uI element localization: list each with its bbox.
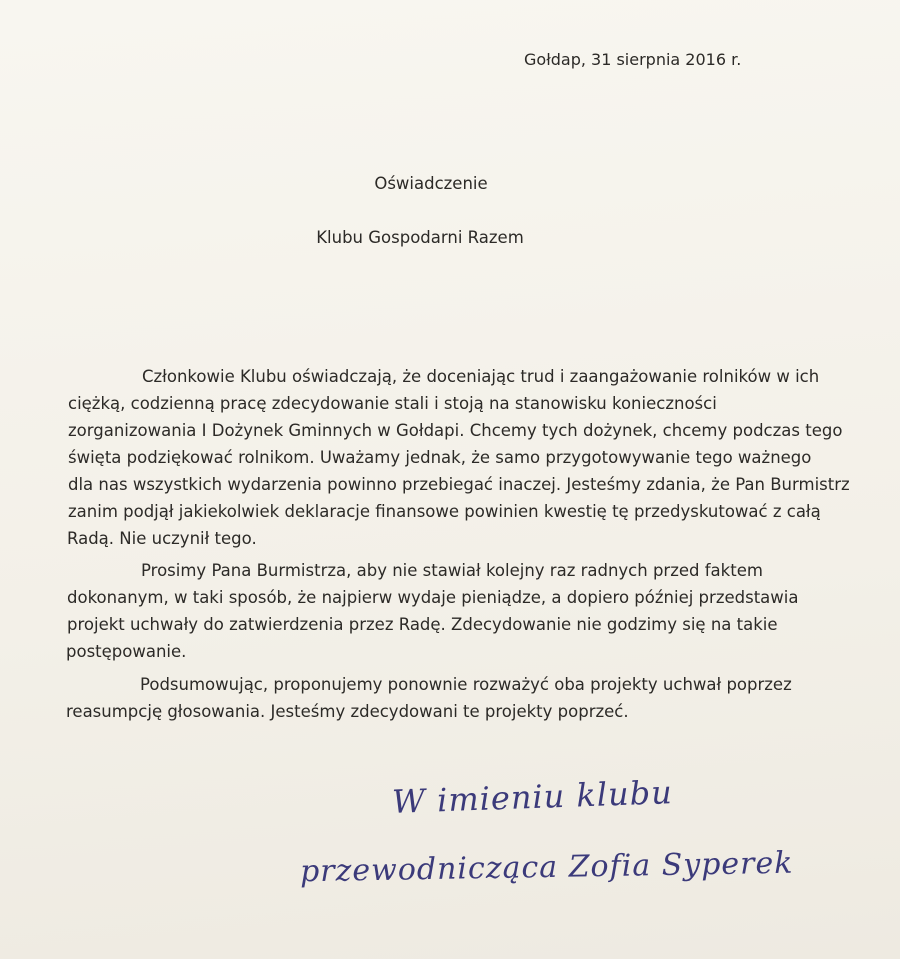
- body-line: Radą. Nie uczynił tego.: [67, 529, 257, 548]
- body-line: Członkowie Klubu oświadczają, że doceniając trud i zaangażowanie rolników w ich: [142, 367, 820, 386]
- signature-line-1: W imieniu klubu: [391, 773, 674, 821]
- document-title: Oświadczenie: [374, 174, 488, 193]
- document-subtitle: Klubu Gospodarni Razem: [316, 228, 524, 247]
- body-line: dla nas wszystkich wydarzenia powinno przebiegać inaczej. Jesteśmy zdania, że Pan Burmistrz: [68, 475, 850, 494]
- body-line: święta podziękować rolnikom. Uważamy jednak, że samo przygotowywanie tego ważnego: [68, 448, 812, 467]
- body-line: Prosimy Pana Burmistrza, aby nie stawiał kolejny raz radnych przed faktem: [141, 561, 763, 580]
- body-line: projekt uchwały do zatwierdzenia przez Radę. Zdecydowanie nie godzimy się na takie: [67, 615, 778, 634]
- body-line: postępowanie.: [66, 642, 187, 661]
- body-line: reasumpcję głosowania. Jesteśmy zdecydowani te projekty poprzeć.: [66, 702, 629, 721]
- body-line: zanim podjął jakiekolwiek deklaracje finansowe powinien kwestię tę przedyskutować z całą: [68, 502, 821, 521]
- body-line: dokonanym, w taki sposób, że najpierw wydaje pieniądze, a dopiero później przedstawia: [67, 588, 799, 607]
- date-line: Gołdap, 31 sierpnia 2016 r.: [524, 50, 742, 69]
- body-line: zorganizowania I Dożynek Gminnych w Gołdapi. Chcemy tych dożynek, chcemy podczas tego: [68, 421, 843, 440]
- signature-line-2: przewodnicząca Zofia Syperek: [299, 845, 794, 890]
- body-line: ciężką, codzienną pracę zdecydowanie stali i stoją na stanowisku konieczności: [68, 394, 717, 413]
- body-line: Podsumowując, proponujemy ponownie rozważyć oba projekty uchwał poprzez: [140, 675, 792, 694]
